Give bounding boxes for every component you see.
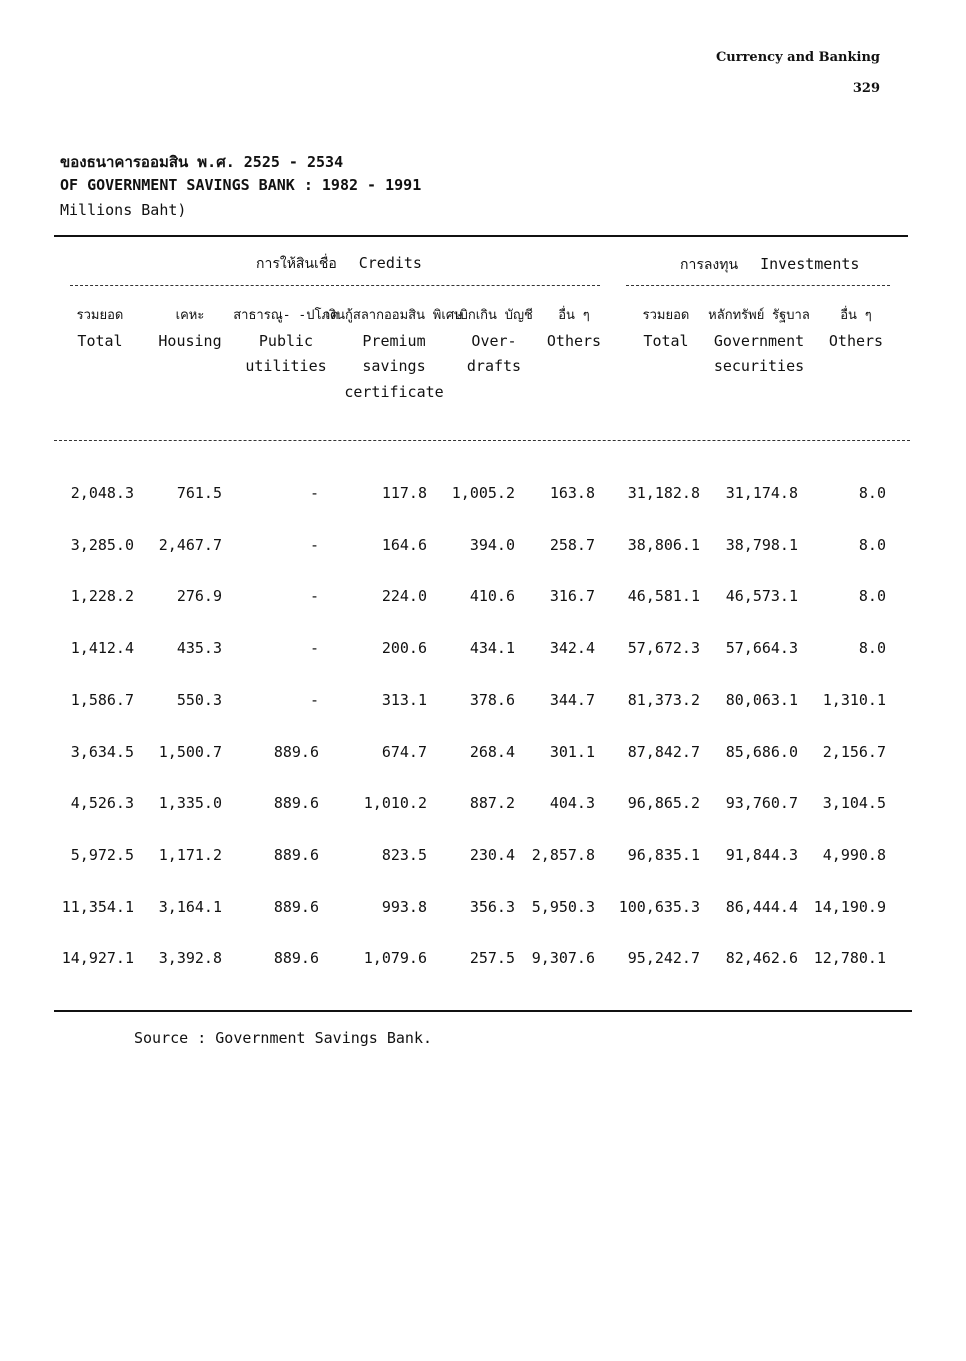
table-cell: 1,079.6 [363, 949, 427, 968]
column-header-thai: เบิกเกิน บัญชี [455, 308, 533, 323]
table-cell: 356.3 [469, 897, 515, 916]
table-cell: 8.0 [858, 587, 886, 606]
table-cell: 230.4 [469, 845, 515, 864]
table-cell: 57,672.3 [627, 639, 700, 658]
table-cell: - [309, 587, 319, 606]
table-cell: 12,780.1 [813, 949, 886, 968]
column-header-english: Others [546, 331, 602, 350]
column-header [158, 303, 221, 354]
table-cell: 1,310.1 [822, 690, 886, 709]
column-header [643, 303, 690, 354]
column-header [233, 303, 339, 380]
table-cell: 2,156.7 [822, 742, 886, 761]
table-cell: 14,190.9 [813, 897, 886, 916]
table-top-rule [54, 235, 908, 237]
table-bottom-rule [54, 1010, 912, 1012]
group-investments-thai: การลงทุน [680, 257, 739, 273]
table-cell: 8.0 [858, 484, 886, 502]
table-cell: 1,005.2 [451, 484, 515, 502]
table-cell: 38,798.1 [725, 535, 798, 554]
table-cell: 117.8 [381, 484, 427, 502]
table-cell: 344.7 [549, 690, 595, 709]
table-cell: 276.9 [176, 587, 222, 606]
page-number: 329 [852, 81, 880, 96]
table-cell: - [309, 535, 319, 554]
table-cell: 258.7 [549, 535, 595, 554]
table-cell: 316.7 [549, 587, 595, 606]
table-cell: 434.1 [469, 639, 515, 658]
table-cell: 394.0 [469, 535, 515, 554]
column-header-english: Total [643, 331, 689, 350]
column-header-english: Others [828, 331, 884, 350]
table-cell: 57,664.3 [725, 639, 798, 658]
column-header-english: securities [713, 357, 805, 375]
table-cell: 674.7 [381, 742, 427, 761]
column-header [325, 303, 462, 405]
table-cell: 313.1 [381, 690, 427, 709]
table-cell: 3,634.5 [70, 742, 134, 761]
table-cell: 11,354.1 [61, 897, 134, 916]
column-header [77, 303, 124, 354]
table-cell: 14,927.1 [61, 949, 134, 968]
table-cell: 1,412.4 [70, 639, 134, 658]
column-header-thai: รวมยอด [76, 308, 124, 323]
table-cell: 1,586.7 [70, 690, 134, 709]
column-header-thai: อื่น ๆ [840, 308, 872, 323]
group-investments-english: Investments [760, 255, 860, 273]
table-cell: 164.6 [381, 535, 427, 554]
column-header-english: utilities [245, 357, 327, 375]
group-credits-english: Credits [358, 254, 422, 272]
table-cell: 257.5 [469, 949, 515, 968]
table-cell: 4,990.8 [822, 845, 886, 864]
table-cell: 2,857.8 [531, 845, 595, 864]
table-cell: 224.0 [381, 587, 427, 606]
table-cell: 889.6 [273, 949, 319, 968]
table-cell: 4,526.3 [70, 794, 134, 813]
table-cell: 3,164.1 [158, 897, 222, 916]
table-cell: 91,844.3 [725, 845, 798, 864]
table-cell: 100,635.3 [618, 897, 700, 916]
table-cell: 404.3 [549, 794, 595, 813]
group-credits-thai: การให้สินเชื่อ [256, 256, 337, 272]
column-header-thai: อื่น ๆ [558, 308, 590, 323]
header-bottom-rule [54, 440, 910, 441]
column-header-english: certificate [344, 382, 444, 401]
table-cell: 96,835.1 [627, 845, 700, 864]
column-header-thai: เงินกู้สลากออมสิน พิเศษ [325, 308, 463, 323]
table-cell: 31,182.8 [627, 484, 700, 502]
table-cell: - [309, 639, 319, 658]
table-cell: 80,063.1 [725, 690, 798, 709]
table-cell: 46,581.1 [627, 587, 700, 606]
table-cell: 889.6 [273, 897, 319, 916]
table-cell: 550.3 [176, 690, 222, 709]
table-cell: 823.5 [381, 845, 427, 864]
column-header-english: Total [77, 331, 123, 350]
group-header-investments [680, 254, 859, 276]
table-cell: 200.6 [381, 639, 427, 658]
table-cell: 3,285.0 [70, 535, 134, 554]
table-cell: 9,307.6 [531, 949, 595, 968]
table-cell: 86,444.4 [725, 897, 798, 916]
table-cell: 1,335.0 [158, 794, 222, 813]
table-cell: 889.6 [273, 845, 319, 864]
table-cell: 889.6 [273, 794, 319, 813]
column-header [708, 303, 810, 380]
table-cell: - [309, 484, 319, 502]
column-header-english: Government [713, 331, 805, 350]
table-cell: 342.4 [549, 639, 595, 658]
table-cell: 2,467.7 [158, 535, 222, 554]
table-cell: 1,500.7 [158, 742, 222, 761]
table-cell: 1,228.2 [70, 587, 134, 606]
table-cell: 8.0 [858, 639, 886, 658]
table-title-english: OF GOVERNMENT SAVINGS BANK : 1982 - 1991 [60, 176, 422, 194]
table-cell: 301.1 [549, 742, 595, 761]
table-cell: 1,171.2 [158, 845, 222, 864]
column-header-english: Housing [158, 331, 222, 350]
table-cell: - [309, 690, 319, 709]
column-header [829, 303, 883, 354]
table-cell: 93,760.7 [725, 794, 798, 813]
table-cell: 163.8 [549, 484, 595, 502]
table-cell: 82,462.6 [725, 949, 798, 968]
table-unit: Millions Baht) [60, 201, 187, 219]
column-header-english: drafts [466, 357, 522, 375]
column-header-english: Public [258, 331, 314, 350]
column-header-thai: สาธารณู- -ปโภค [233, 308, 339, 323]
table-cell: 8.0 [858, 535, 886, 554]
table-cell: 81,373.2 [627, 690, 700, 709]
group-header-credits [256, 253, 422, 275]
table-cell: 38,806.1 [627, 535, 700, 554]
column-header-english: Premium [362, 331, 426, 350]
column-header [547, 303, 601, 354]
table-cell: 993.8 [381, 897, 427, 916]
table-cell: 5,950.3 [531, 897, 595, 916]
table-cell: 46,573.1 [725, 587, 798, 606]
table-cell: 31,174.8 [725, 484, 798, 502]
table-cell: 889.6 [273, 742, 319, 761]
credits-group-rule [70, 285, 600, 286]
table-cell: 268.4 [469, 742, 515, 761]
table-cell: 95,242.7 [627, 949, 700, 968]
table-cell: 5,972.5 [70, 845, 134, 864]
table-cell: 87,842.7 [627, 742, 700, 761]
source-note: Source : Government Savings Bank. [134, 1029, 433, 1047]
table-title-thai: ของธนาคารออมสิน พ.ศ. 2525 - 2534 [60, 153, 344, 171]
column-header-thai: รวมยอด [642, 308, 690, 323]
column-header-thai: เคหะ [175, 308, 205, 323]
table-cell: 2,048.3 [70, 484, 134, 502]
investments-group-rule [626, 285, 890, 286]
table-cell: 1,010.2 [363, 794, 427, 813]
table-cell: 3,104.5 [822, 794, 886, 813]
column-header-thai: หลักทรัพย์ รัฐบาล [708, 308, 810, 323]
column-header [455, 303, 533, 380]
table-cell: 96,865.2 [627, 794, 700, 813]
table-cell: 378.6 [469, 690, 515, 709]
table-cell: 3,392.8 [158, 949, 222, 968]
column-header-english: Over- [471, 331, 517, 350]
running-head: Currency and Banking [715, 50, 880, 65]
column-header-english: savings [362, 357, 426, 375]
table-cell: 435.3 [176, 639, 222, 658]
table-cell: 85,686.0 [725, 742, 798, 761]
table-cell: 887.2 [469, 794, 515, 813]
table-cell: 410.6 [469, 587, 515, 606]
table-cell: 761.5 [176, 484, 222, 502]
